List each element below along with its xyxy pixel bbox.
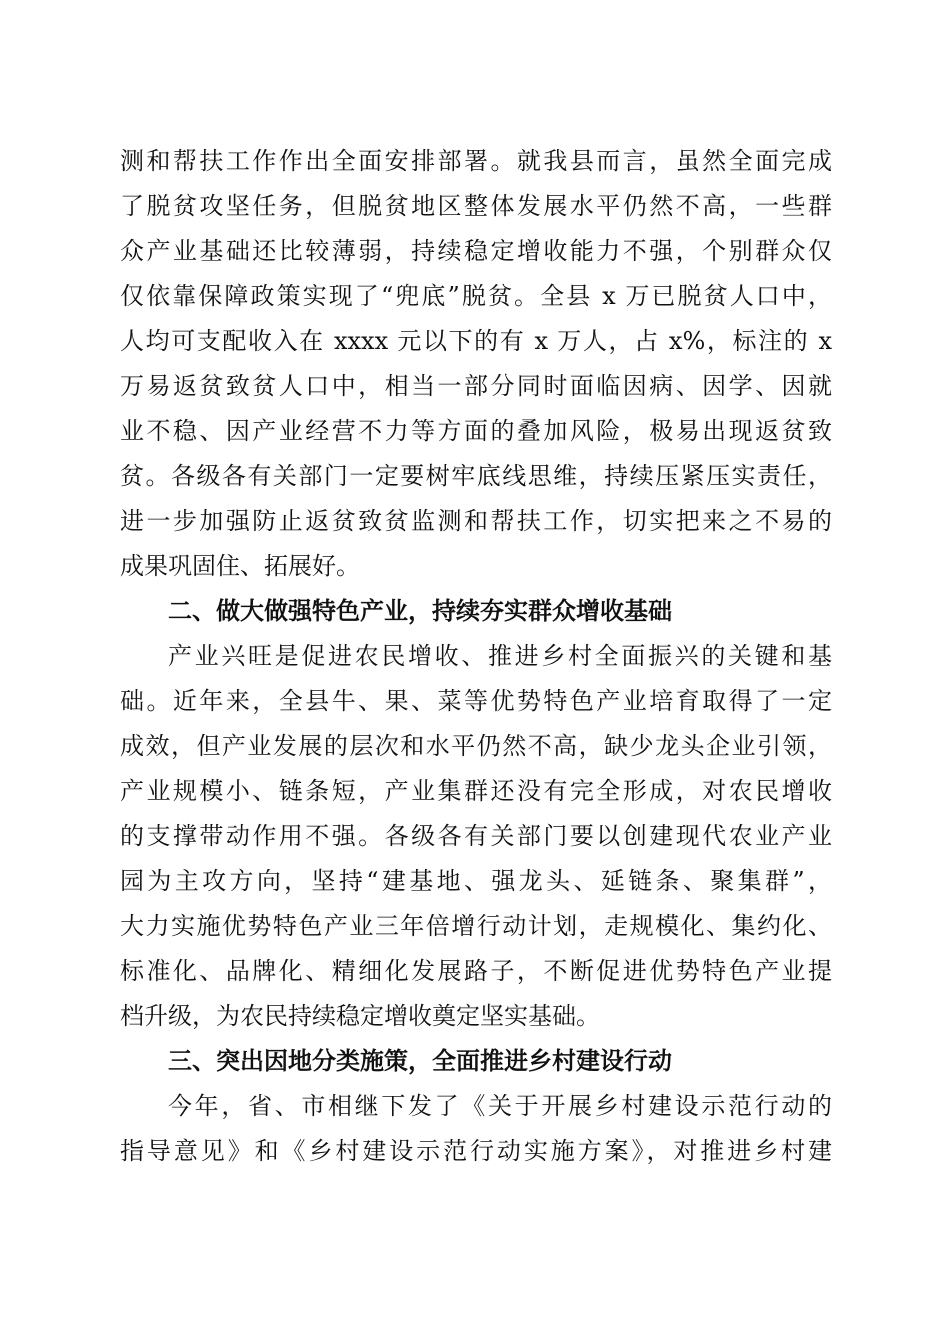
text-line: 万易返贫致贫人口中，相当一部分同时面临因病、因学、因就 (120, 372, 832, 400)
section-heading: 二、做大做强特色产业，持续夯实群众增收基础 (168, 597, 672, 625)
text-line: 贫。各级各有关部门一定要树牢底线思维，持续压紧压实责任， (120, 462, 832, 490)
text-line: 础。近年来，全县牛、果、菜等优势特色产业培育取得了一定 (120, 687, 832, 715)
text-line: 标准化、品牌化、精细化发展路子，不断促进优势特色产业提 (120, 957, 832, 985)
text-line: 大力实施优势特色产业三年倍增行动计划，走规模化、集约化、 (120, 912, 832, 940)
text-line: 测和帮扶工作作出全面安排部署。就我县而言，虽然全面完成 (120, 147, 832, 175)
text-line: 的支撑带动作用不强。各级各有关部门要以创建现代农业产业 (120, 822, 832, 850)
section-heading: 三、突出因地分类施策，全面推进乡村建设行动 (168, 1047, 672, 1075)
text-line: 进一步加强防止返贫致贫监测和帮扶工作，切实把来之不易的 (120, 507, 832, 535)
text-line: 今年，省、市相继下发了《关于开展乡村建设示范行动的 (168, 1092, 832, 1120)
text-line: 园为主攻方向，坚持“建基地、强龙头、延链条、聚集群”， (120, 867, 832, 895)
text-line: 人均可支配收入在 xxxx 元以下的有 x 万人，占 x%，标注的 x (120, 327, 832, 355)
text-line: 了脱贫攻坚任务，但脱贫地区整体发展水平仍然不高，一些群 (120, 192, 832, 220)
text-line: 产业兴旺是促进农民增收、推进乡村全面振兴的关键和基 (168, 642, 832, 670)
text-line: 产业规模小、链条短，产业集群还没有完全形成，对农民增收 (120, 777, 832, 805)
text-line: 成果巩固住、拓展好。 (120, 552, 360, 580)
text-line: 指导意见》和《乡村建设示范行动实施方案》，对推进乡村建 (120, 1137, 832, 1165)
text-line: 众产业基础还比较薄弱，持续稳定增收能力不强，个别群众仅 (120, 237, 832, 265)
text-line: 档升级，为农民持续稳定增收奠定坚实基础。 (120, 1002, 600, 1030)
text-line: 成效，但产业发展的层次和水平仍然不高，缺少龙头企业引领， (120, 732, 832, 760)
text-line: 仅依靠保障政策实现了“兜底”脱贫。全县 x 万已脱贫人口中， (120, 282, 832, 310)
text-line: 业不稳、因产业经营不力等方面的叠加风险，极易出现返贫致 (120, 417, 832, 445)
